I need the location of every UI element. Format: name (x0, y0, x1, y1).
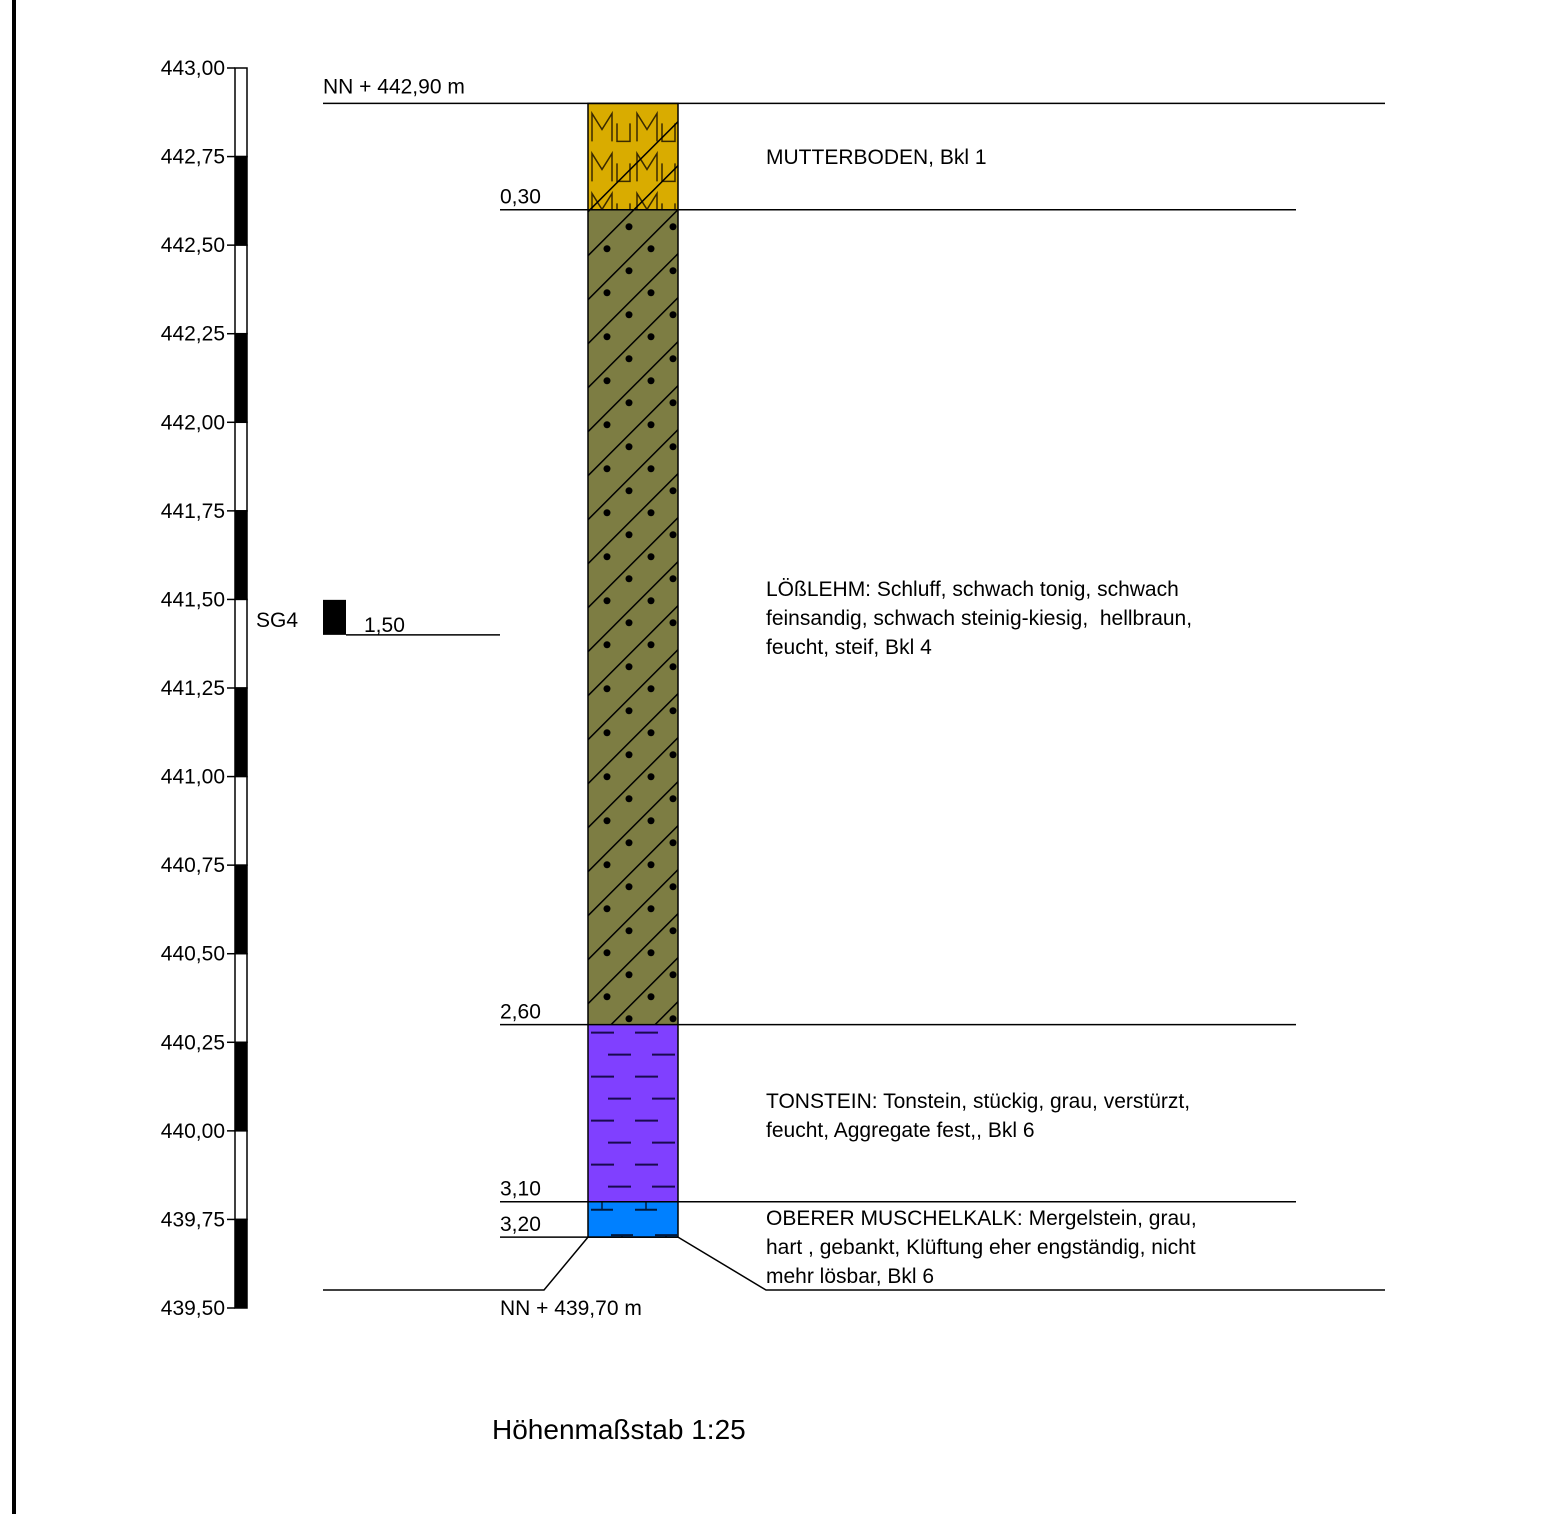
depth-labels (256, 75, 642, 1320)
pattern-dot (626, 487, 633, 494)
sample-depth-label: 1,50 (364, 613, 405, 637)
pattern-dot (626, 927, 633, 934)
scale-segment (235, 511, 247, 600)
scale-tick-label: 441,50 (160, 588, 225, 612)
pattern-dot (604, 333, 611, 340)
top-elevation-label: NN + 442,90 m (323, 75, 465, 99)
scale-segment (235, 1042, 247, 1131)
scale-tick-label: 442,25 (160, 322, 225, 346)
scale-segment (235, 688, 247, 777)
pattern-dot (604, 509, 611, 516)
pattern-dot (670, 1015, 677, 1022)
scale-tick-label: 440,00 (160, 1119, 225, 1143)
pattern-dot (626, 355, 633, 362)
pattern-dot (648, 685, 655, 692)
pattern-dot (670, 795, 677, 802)
pattern-dot (626, 267, 633, 274)
pattern-dot (626, 443, 633, 450)
pattern-dot (604, 465, 611, 472)
pattern-dot (648, 289, 655, 296)
scale-segment (235, 245, 247, 334)
pattern-dot (626, 839, 633, 846)
layer-mutterboden (588, 103, 678, 209)
layer-description-tonstein: TONSTEIN: Tonstein, stückig, grau, verstürzt, feucht, Aggregate fest,, Bkl 6 (766, 1090, 1191, 1142)
scale-tick-label: 441,25 (160, 677, 225, 700)
pattern-dot (648, 509, 655, 516)
scale-tick-label: 442,00 (160, 411, 225, 435)
pattern-dot (626, 707, 633, 714)
scale-segment (235, 1131, 247, 1220)
scale-caption: Höhenmaßstab 1:25 (492, 1414, 746, 1445)
layer-description-loesslehm: LÖßLEHM: Schluff, schwach tonig, schwach feinsandig, schwach steinig-kiesig, hellbraun, feucht, steif, Bkl 4 (766, 578, 1193, 659)
pattern-dot (626, 223, 633, 230)
layer-column (588, 103, 678, 1243)
layer-description-muschelkalk: OBERER MUSCHELKALK: Mergelstein, grau, hart , gebankt, Klüftung eher engständig, nicht mehr lösbar, Bkl 6 (766, 1207, 1197, 1288)
pattern-dot (604, 905, 611, 912)
pattern-dot (670, 223, 677, 230)
scale-segment (235, 865, 247, 954)
pattern-dot (670, 619, 677, 626)
pattern-dot (604, 729, 611, 736)
bottom-elevation-label: NN + 439,70 m (500, 1297, 642, 1320)
pattern-dot (670, 355, 677, 362)
pattern-dot (670, 267, 677, 274)
pattern-dot (604, 421, 611, 428)
bottom-leader-left (323, 1237, 588, 1290)
depth-label-muschelkalk: 3,20 (500, 1213, 541, 1237)
pattern-dot (648, 905, 655, 912)
pattern-dot (648, 729, 655, 736)
scale-tick-label: 439,75 (160, 1208, 225, 1232)
pattern-dot (670, 487, 677, 494)
scale-tick-label: 441,00 (160, 765, 225, 789)
pattern-dot (626, 619, 633, 626)
pattern-dot (648, 773, 655, 780)
pattern-dot (648, 817, 655, 824)
pattern-dot (670, 839, 677, 846)
scale-tick-label: 442,50 (160, 234, 225, 258)
layer-description-mutterboden: MUTTERBODEN, Bkl 1 (766, 146, 987, 169)
pattern-dot (670, 399, 677, 406)
layer-tonstein (588, 1025, 678, 1202)
pattern-dot (604, 597, 611, 604)
pattern-dot (604, 553, 611, 560)
pattern-dot (648, 597, 655, 604)
pattern-dot (670, 311, 677, 318)
pattern-dot (604, 245, 611, 252)
pattern-dot (670, 927, 677, 934)
pattern-dot (626, 663, 633, 670)
pattern-dot (648, 993, 655, 1000)
scale-tick-label: 442,75 (160, 145, 225, 169)
elevation-scale (161, 57, 247, 1320)
pattern-dot (626, 575, 633, 582)
pattern-dot (604, 861, 611, 868)
pattern-dot (648, 333, 655, 340)
pattern-dot (604, 773, 611, 780)
pattern-dot (670, 883, 677, 890)
pattern-dot (648, 553, 655, 560)
pattern-dot (648, 861, 655, 868)
pattern-dot (670, 707, 677, 714)
pattern-dot (670, 531, 677, 538)
scale-tick-label: 439,50 (160, 1297, 225, 1320)
pattern-dot (648, 465, 655, 472)
pattern-dot (626, 795, 633, 802)
scale-tick-label: 440,75 (160, 854, 225, 878)
pattern-dot (626, 971, 633, 978)
scale-segment (235, 422, 247, 511)
scale-segment (235, 1219, 247, 1308)
pattern-dot (670, 751, 677, 758)
sample-marker (323, 600, 346, 635)
pattern-dot (626, 751, 633, 758)
scale-segment (235, 334, 247, 423)
pattern-dot (626, 883, 633, 890)
pattern-dot (604, 641, 611, 648)
pattern-dot (604, 993, 611, 1000)
pattern-dot (604, 289, 611, 296)
pattern-dot (626, 531, 633, 538)
pattern-dot (648, 641, 655, 648)
pattern-dot (604, 685, 611, 692)
scale-segment (235, 777, 247, 866)
pattern-dot (626, 311, 633, 318)
depth-label-tonstein: 3,10 (500, 1177, 541, 1201)
scale-tick-label: 441,75 (160, 499, 225, 523)
scale-tick-label: 443,00 (160, 57, 225, 80)
pattern-dot (648, 245, 655, 252)
scale-segment (235, 68, 247, 157)
scale-segment (235, 954, 247, 1043)
pattern-dot (670, 663, 677, 670)
sample-name: SG4 (256, 608, 299, 632)
pattern-dot (626, 399, 633, 406)
scale-tick-label: 440,25 (160, 1031, 225, 1055)
depth-label-mutterboden: 0,30 (500, 185, 541, 209)
scale-tick-label: 440,50 (160, 942, 225, 966)
scale-segment (235, 157, 247, 246)
pattern-dot (626, 1015, 633, 1022)
scale-segment (235, 599, 247, 688)
pattern-dot (670, 971, 677, 978)
pattern-dot (604, 377, 611, 384)
pattern-dot (604, 817, 611, 824)
pattern-dot (648, 377, 655, 384)
pattern-dot (648, 949, 655, 956)
depth-label-loesslehm: 2,60 (500, 1000, 541, 1024)
pattern-dot (604, 949, 611, 956)
pattern-dot (670, 443, 677, 450)
pattern-dot (670, 575, 677, 582)
pattern-dot (648, 421, 655, 428)
